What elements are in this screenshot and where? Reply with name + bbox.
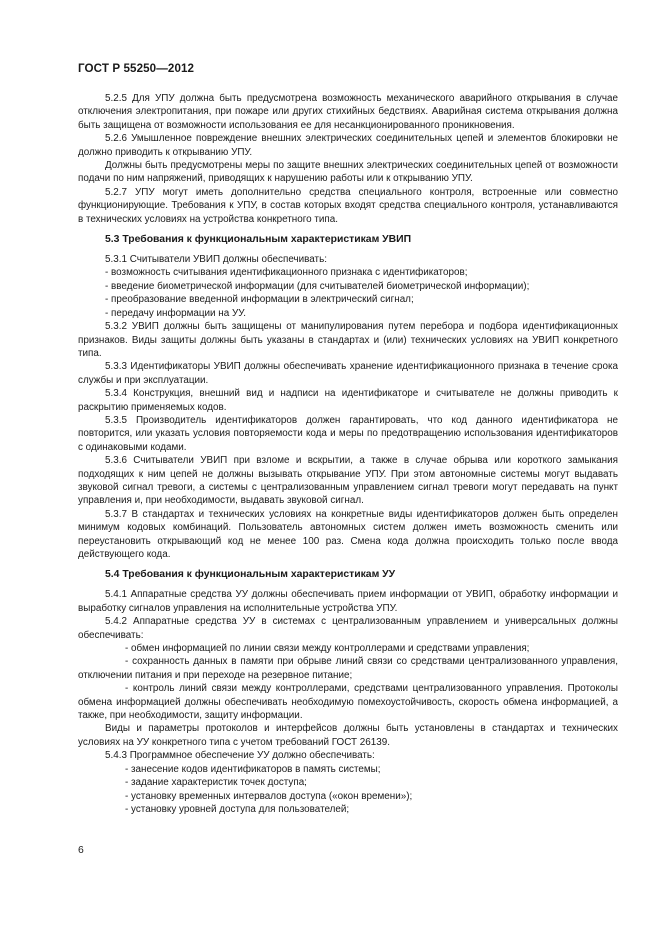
paragraph: Виды и параметры протоколов и интерфейсов должны быть установлены в стандартах и технических условиях на УУ конкретного типа с учетом требований ГОСТ 26139. xyxy=(78,723,618,748)
document-body xyxy=(78,92,618,816)
section-heading: 5.4 Требования к функциональным характеристикам УУ xyxy=(105,569,396,581)
paragraph: - передачу информации на УУ. xyxy=(105,307,246,319)
page-number: 6 xyxy=(78,845,84,856)
paragraph: 5.3.6 Считыватели УВИП при взломе и вскрытии, а также в случае обрыва или короткого замыкания подходящих к ним цепей не должны вызывать открывание УПУ. При этом автономные системы могут выдавать звуковой сигнал тревоги, а системы с централизованным управлением сигнал тревоги могут передавать на пункт управления и, при необходимости, выдавать звуковой сигнал. xyxy=(78,455,618,507)
paragraph: - введение биометрической информации (для считывателей биометрической информации); xyxy=(105,280,530,292)
list-item: - контроль линий связи между контроллерами, средствами централизованного управления. Протоколы обмена информацией должны обеспечивать необходимую помехоустойчивость, скорость обмена информацией, а также, при необходимости, защиту информации. xyxy=(78,683,618,722)
document-header: ГОСТ Р 55250—2012 xyxy=(78,62,195,75)
paragraph: 5.2.5 Для УПУ должна быть предусмотрена возможность механического аварийного открывания в случае отключения электропитания, при пожаре или других стихийных бедствиях. Аварийная система открывания должна быть защищена от возможности использования ее для несанкционированного проникновения. xyxy=(78,93,618,131)
list-item: - занесение кодов идентификаторов в память системы; xyxy=(125,763,381,775)
paragraph: 5.4.3 Программное обеспечение УУ должно обеспечивать: xyxy=(105,750,375,762)
list-item: - обмен информацией по линии связи между контроллерами и средствами управления; xyxy=(125,643,530,655)
paragraph: 5.3.7 В стандартах и технических условиях на конкретные виды идентификаторов должен быть определен минимум кодовых комбинаций. Пользователь автономных систем должен иметь возможность сменить или переустановить открывающий код не менее 100 раз. Смена кода должна происходить только после ввода действующего кода. xyxy=(78,508,618,560)
paragraph: 5.2.7 УПУ могут иметь дополнительно средства специального контроля, встроенные или совместно функционирующие. Требования к УПУ, в состав которых входят средства специального контроля, устанавливаются в технических условиях на устройства конкретного типа. xyxy=(78,186,618,225)
list-item: - установку уровней доступа для пользователей; xyxy=(125,803,350,815)
paragraph: Должны быть предусмотрены меры по защите внешних электрических соединительных цепей от возможности подачи по ним напряжений, приводящих к нарушению работы или к открыванию УПУ. xyxy=(78,160,618,185)
paragraph: - возможность считывания идентификационного признака с идентификаторов; xyxy=(105,267,468,279)
paragraph: 5.2.6 Умышленное повреждение внешних электрических соединительных цепей и элементов блокировки не должно приводить к открыванию УПУ. xyxy=(78,133,618,158)
paragraph: 5.3.4 Конструкция, внешний вид и надписи на идентификаторе и считывателе не должны приводить к раскрытию применяемых кодов. xyxy=(78,388,618,413)
section-heading: 5.3 Требования к функциональным характеристикам УВИП xyxy=(105,234,412,246)
list-item: - задание характеристик точек доступа; xyxy=(125,777,307,789)
paragraph: 5.4.2 Аппаратные средства УУ в системах с централизованным управлением и универсальных должны обеспечивать: xyxy=(78,616,618,641)
paragraph: 5.3.5 Производитель идентификаторов должен гарантировать, что код данного идентификатора не повторится, или указать условия повторяемости кода и меры по предотвращению использования идентификаторов с одинаковыми кодами. xyxy=(78,414,618,453)
paragraph: - преобразование введенной информации в электрический сигнал; xyxy=(105,294,414,306)
paragraph: 5.3.2 УВИП должны быть защищены от манипулирования путем перебора и подбора идентификационных признаков. Виды защиты должны быть указаны в стандартах и (или) технических условиях на УВИП конкретного типа. xyxy=(78,321,618,359)
list-item: - сохранность данных в памяти при обрыве линий связи со средствами централизованного управления, отключении питания и при переходе на резервное питание; xyxy=(78,656,618,681)
paragraph: 5.3.3 Идентификаторы УВИП должны обеспечивать хранение идентификационного признака в течение срока службы и при эксплуатации. xyxy=(78,361,618,386)
list-item: - установку временных интервалов доступа («окон времени»); xyxy=(125,790,413,802)
paragraph: 5.3.1 Считыватели УВИП должны обеспечивать: xyxy=(105,254,327,266)
paragraph: 5.4.1 Аппаратные средства УУ должны обеспечивать прием информации от УВИП, обработку информации и выработку сигналов управления на исполнительные устройства УПУ. xyxy=(78,589,618,614)
